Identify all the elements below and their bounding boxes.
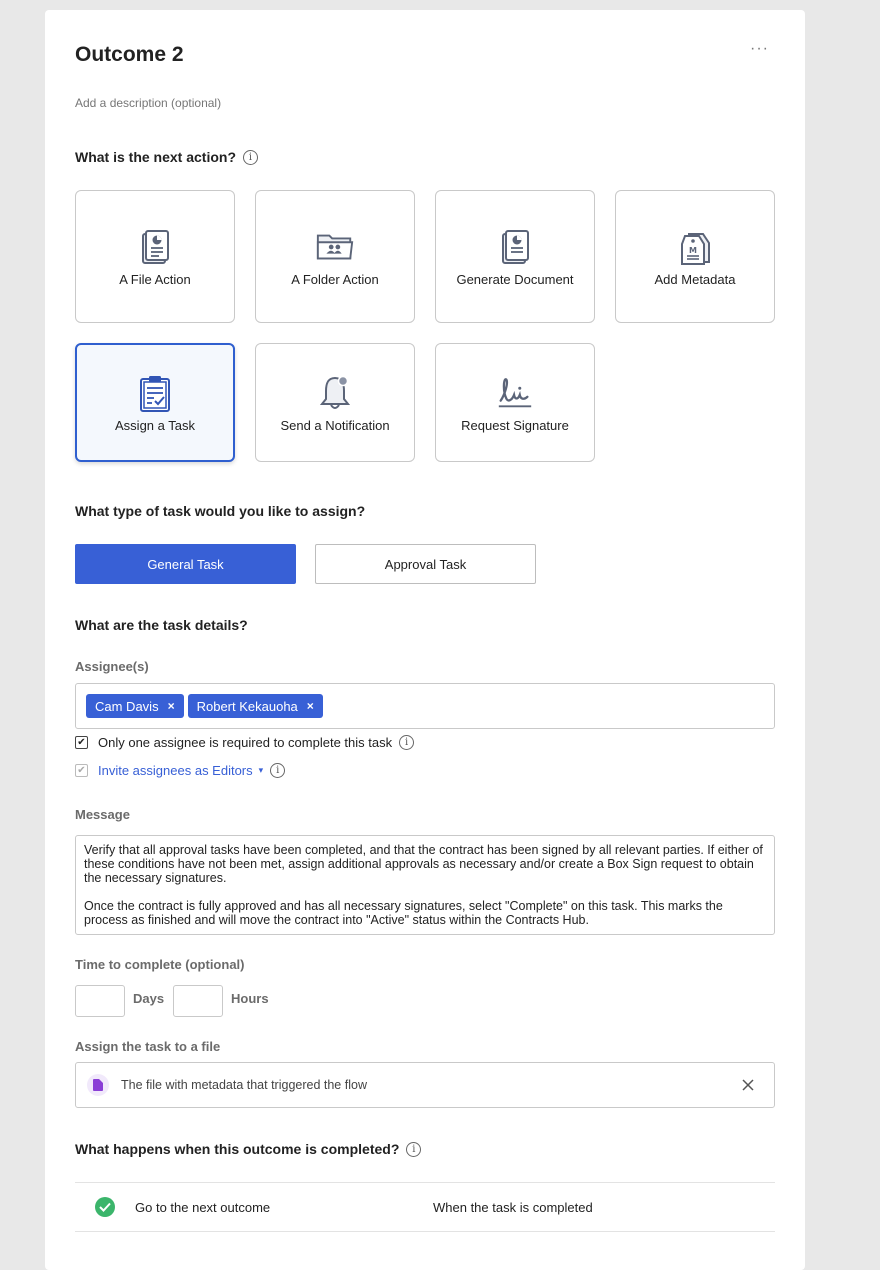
message-textarea[interactable] [75, 835, 775, 935]
message-paragraph: Verify that all approval tasks have been completed, and that the contract has been signed by all relevant parties. If either of these conditions have not been met, assign additional approvals as necessary and/or create a Box Sign request to obtain the necessary signatures. [84, 843, 763, 885]
tile-request-signature[interactable] [435, 343, 595, 462]
assignee-name: Cam Davis [95, 698, 159, 714]
invite-editors-row [75, 763, 285, 778]
outcome-title[interactable]: Outcome 2 [75, 43, 184, 66]
tile-label: A File Action [119, 271, 191, 287]
description-input[interactable]: Add a description (optional) [75, 96, 222, 110]
tile-folder-action[interactable] [255, 190, 415, 323]
assignee-name: Robert Kekauoha [196, 698, 298, 714]
assignee-pill [86, 694, 184, 718]
file-icon [87, 1074, 109, 1096]
more-options-icon[interactable]: ··· [750, 40, 769, 57]
assign-file-label: Assign the task to a file [75, 1039, 221, 1054]
time-to-complete-label: Time to complete (optional) [75, 957, 245, 972]
only-one-assignee-checkbox[interactable]: ✔ [75, 736, 88, 749]
info-icon[interactable]: i [406, 1142, 421, 1157]
info-icon[interactable]: i [270, 763, 285, 778]
tile-label: Send a Notification [280, 417, 390, 433]
check-circle-icon [95, 1197, 115, 1217]
bell-icon [315, 373, 355, 413]
remove-assignee-icon[interactable]: × [167, 699, 175, 713]
message-paragraph: Once the contract is fully approved and has all necessary signatures, select "Complete" on this task. This marks the process as finished and will move the contract into "Active" status within the Contracts Hub. [84, 899, 723, 927]
chevron-down-icon[interactable]: ▾ [258, 765, 264, 775]
svg-text:M: M [689, 245, 697, 255]
outcome-card [45, 10, 805, 1270]
tile-label: Assign a Task [115, 417, 195, 433]
assignees-label: Assignee(s) [75, 659, 149, 674]
invite-editors-dropdown[interactable]: Invite assignees as Editors [98, 763, 253, 778]
tile-label: Generate Document [456, 271, 574, 287]
tile-label: Request Signature [461, 417, 569, 433]
info-icon[interactable]: i [243, 150, 258, 165]
completion-heading [75, 1141, 421, 1157]
document-pie-icon [495, 227, 535, 267]
tile-label: A Folder Action [291, 271, 379, 287]
general-task-button[interactable]: General Task [75, 544, 296, 584]
tile-send-notification[interactable] [255, 343, 415, 462]
metadata-tag-icon [675, 227, 715, 267]
task-details-heading: What are the task details? [75, 617, 248, 633]
task-type-heading: What type of task would you like to assign? [75, 503, 366, 519]
assignees-input[interactable] [75, 683, 775, 729]
invite-editors-checkbox: ✔ [75, 764, 88, 777]
only-one-assignee-row [75, 735, 414, 750]
message-label: Message [75, 807, 130, 822]
file-pie-icon [135, 227, 175, 267]
clipboard-task-icon [135, 373, 175, 413]
tile-assign-task[interactable] [75, 343, 235, 462]
hours-input[interactable] [173, 985, 223, 1017]
assign-file-value: The file with metadata that triggered the flow [121, 1078, 367, 1092]
next-action-heading [75, 149, 258, 165]
completion-row[interactable] [75, 1182, 775, 1232]
remove-assignee-icon[interactable]: × [306, 699, 314, 713]
signature-icon [495, 373, 535, 413]
tile-label: Add Metadata [654, 271, 736, 287]
tile-add-metadata[interactable] [615, 190, 775, 323]
hours-label: Hours [231, 991, 269, 1006]
days-label: Days [133, 991, 165, 1006]
close-icon[interactable] [740, 1077, 756, 1093]
days-input[interactable] [75, 985, 125, 1017]
assign-file-select[interactable] [75, 1062, 775, 1108]
only-one-assignee-label: Only one assignee is required to complete this task [98, 735, 393, 750]
tile-file-action[interactable] [75, 190, 235, 323]
completion-heading-text: What happens when this outcome is completed? [75, 1141, 400, 1157]
tile-generate-document[interactable] [435, 190, 595, 323]
next-action-heading-text: What is the next action? [75, 149, 237, 165]
completion-action: Go to the next outcome [135, 1199, 271, 1215]
approval-task-button[interactable]: Approval Task [315, 544, 536, 584]
folder-users-icon [315, 227, 355, 267]
info-icon[interactable]: i [399, 735, 414, 750]
assignee-pill [188, 694, 323, 718]
completion-condition: When the task is completed [433, 1199, 593, 1215]
